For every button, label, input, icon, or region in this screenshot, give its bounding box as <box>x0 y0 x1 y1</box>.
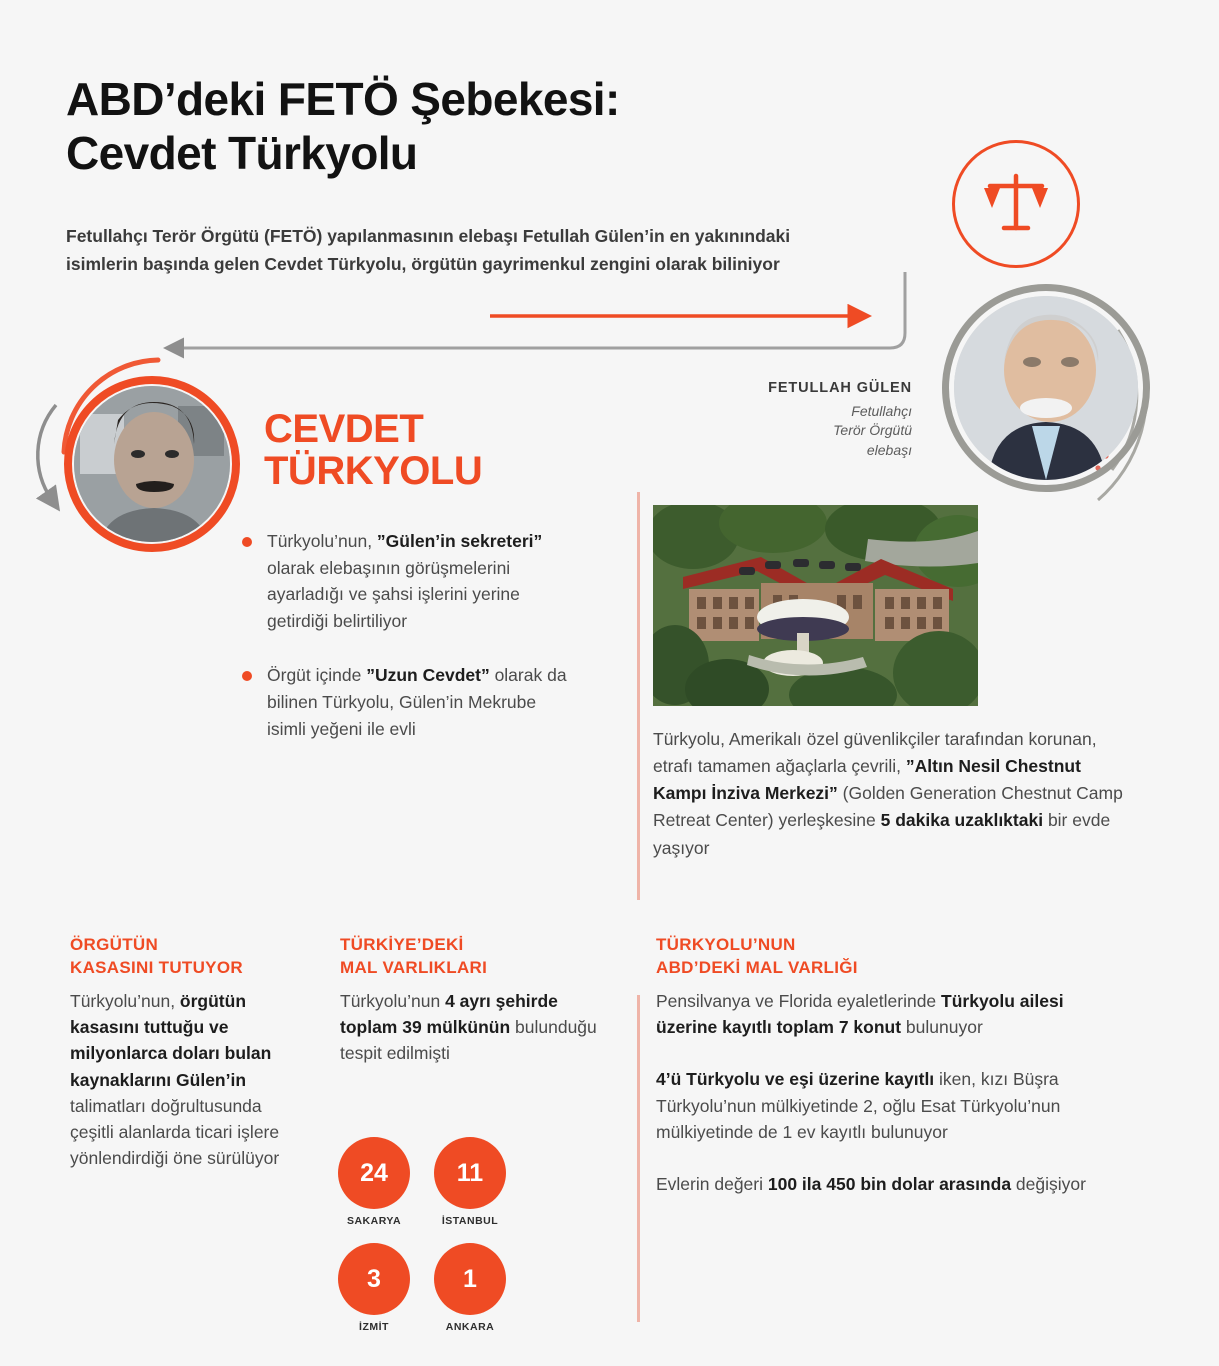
gulen-role-line-2: Terör Örgütü <box>833 422 912 439</box>
column-body: Türkyolu’nun, örgütün kasasını tuttuğu ve milyonlarca doları bulan kaynaklarını Gülen’in talimatları doğrultusunda çeşitli alanlarda ticari işlere yönlendirdiği öne sürülüyor <box>70 990 280 1169</box>
page-title <box>66 72 886 181</box>
city-value: 1 <box>434 1243 506 1315</box>
bullet-text: Örgüt içinde ”Uzun Cevdet” olarak da bilinen Türkyolu, Gülen’in Mekrube isimli yeğeni ile evli <box>267 665 567 739</box>
cevdet-heading <box>264 408 594 493</box>
gulen-name: FETULLAH GÜLEN <box>768 380 912 396</box>
cevdet-portrait <box>58 370 248 560</box>
city-stats-group <box>338 1137 538 1349</box>
gulen-role-line-1: Fetullahçı <box>851 403 912 419</box>
column-paragraph-3: Evlerin değeri 100 ila 450 bin dolar arasında değişiyor <box>656 1174 1086 1195</box>
column-paragraph-1: Pensilvanya ve Florida eyaletlerinde Türkyolu ailesi üzerine kayıtlı toplam 7 konut bulunuyor <box>656 990 1064 1038</box>
list-item <box>240 662 570 742</box>
scales-of-justice-icon <box>952 140 1080 268</box>
gulen-role-line-3: elebaşı <box>866 441 912 458</box>
list-item <box>240 528 570 634</box>
city-value: 24 <box>338 1137 410 1209</box>
right-divider <box>637 995 640 1322</box>
column-body: Türkyolu’nun 4 ayrı şehirde toplam 39 mülkünün bulunduğu tespit edilmişti <box>340 990 597 1064</box>
column-heading-line-1: TÜRKİYE’DEKİ <box>340 935 464 954</box>
column-turkiyedeki-mal-varliklari <box>340 933 602 1067</box>
city-stat-ankara <box>434 1243 506 1333</box>
city-label: İSTANBUL <box>441 1215 499 1227</box>
column-paragraph-2: 4’ü Türkyolu ve eşi üzerine kayıtlı iken, kızı Büşra Türkyolu’nun mülkiyetinde 2, oğlu Esat Türkyolu’nun mülkiyetinde de 1 ev kayıtlı bulunuyor <box>656 1069 1061 1142</box>
column-heading-line-2: ABD’DEKİ MAL VARLIĞI <box>656 958 858 978</box>
city-row <box>338 1137 538 1227</box>
column-orgutun-kasasi <box>70 933 280 1172</box>
retreat-center-photo <box>653 505 978 706</box>
page-subtitle: Fetullahçı Terör Örgütü (FETÖ) yapılanmasının elebaşı Fetullah Gülen’in en yakınındaki isimlerin başında gelen Cevdet Türkyolu, örgütün gayrimenkul zengini olarak biliniyor <box>66 226 791 275</box>
gulen-photo <box>954 296 1138 480</box>
gulen-portrait <box>930 272 1162 504</box>
city-stat-sakarya <box>338 1137 410 1227</box>
cevdet-photo <box>74 386 230 542</box>
column-heading-line-2: KASASINI TUTUYOR <box>70 958 243 978</box>
column-heading-line-1: ÖRGÜTÜN <box>70 935 159 954</box>
city-label: İZMİT <box>359 1321 389 1333</box>
bullet-text: Türkyolu’nun, ”Gülen’in sekreteri” olarak elebaşının görüşmelerini ayarladığı ve şahsi işlerini yerine getirdiği belirtiliyor <box>267 531 543 631</box>
city-value: 11 <box>434 1137 506 1209</box>
city-label: SAKARYA <box>346 1215 402 1227</box>
city-stat-istanbul <box>434 1137 506 1227</box>
city-stat-izmit <box>338 1243 410 1333</box>
city-value: 3 <box>338 1243 410 1315</box>
cevdet-heading-line-2: TÜRKYOLU <box>264 449 483 494</box>
column-heading-line-1: TÜRKYOLU’NUN <box>656 935 796 954</box>
cevdet-bullet-list <box>240 528 570 770</box>
retreat-center-caption: Türkyolu, Amerikalı özel güvenlikçiler tarafından korunan, etrafı tamamen ağaçlarla çevrili, ”Altın Nesil Chestnut Kampı İnziva Merkezi” (Golden Generation Chestnut Camp Retreat Center) yerleşkesine 5 dakika uzaklıktaki bir evde yaşıyor <box>653 729 1123 858</box>
column-abddeki-mal-varligi <box>656 933 1126 1197</box>
column-heading <box>656 933 1126 980</box>
bullet-dot-icon <box>242 671 252 681</box>
column-heading-line-2: MAL VARLIKLARI <box>340 958 488 978</box>
city-row <box>338 1243 538 1333</box>
middle-divider <box>637 492 640 900</box>
gulen-caption <box>716 380 912 460</box>
cevdet-heading-line-1: CEVDET <box>264 407 424 451</box>
title-line-2: Cevdet Türkyolu <box>66 127 418 180</box>
column-heading <box>340 933 602 980</box>
column-heading <box>70 933 280 980</box>
title-line-1: ABD’deki FETÖ Şebekesi: <box>66 73 620 125</box>
gulen-role <box>716 402 912 460</box>
city-label: ANKARA <box>445 1321 495 1333</box>
